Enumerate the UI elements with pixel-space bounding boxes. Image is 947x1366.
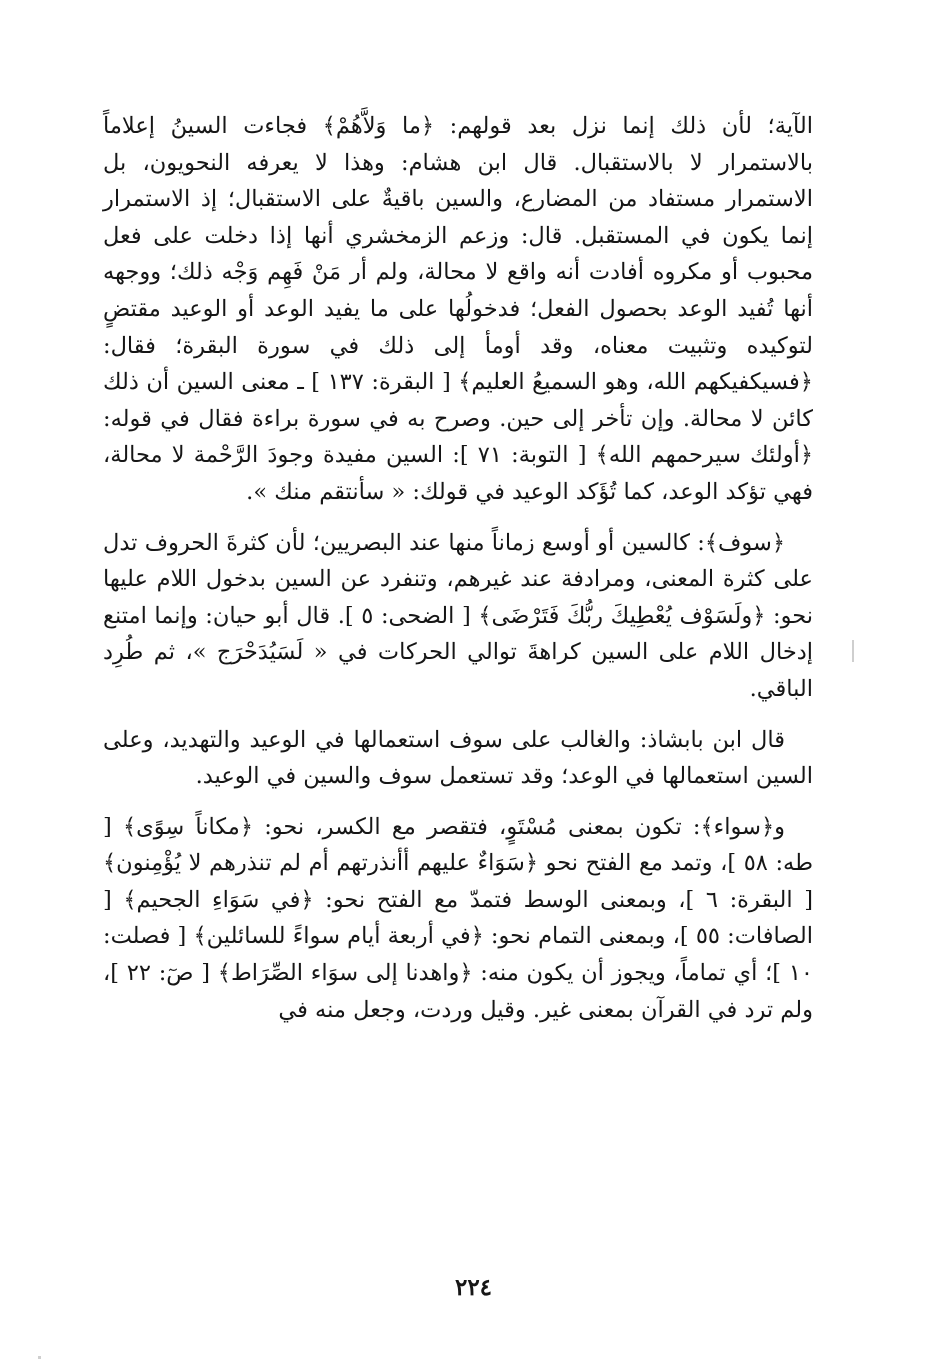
paragraph-ibn-babshadh: قال ابن بابشاذ: والغالب على سوف استعمالها في الوعيد والتهديد، وعلى السين استعمالها في الوعد؛ وقد تستعمل سوف والسين في الوعيد. — [103, 726, 813, 790]
scan-mark-left — [38, 1356, 41, 1359]
paragraph-sin-meaning: الآية؛ لأن ذلك إنما نزل بعد قولهم: ﴿ما وَلاَّهُمْ﴾ فجاءت السينُ إعلاماً بالاستمرار لا بالاستقبال. قال ابن هشام: وهذا لا يعرفه النحويون، بل الاستمرار مستفاد من المضارع، والسين باقيةٌ على الاستقبال؛ إذ الاستمرار إنما يكون في المستقبل. قال: وزعم الزمخشري أنها إذا دخلت على فعل محبوب أو مكروه أفادت أنه واقع لا محالة، ولم أر مَنْ فَهِم وَجْه ذلك؛ ووجهه أنها تُفيد الوعد بحصول الفعل؛ فدخولُها على ما يفيد الوعد أو الوعيد مقتضٍ لتوكيده وتثبيت معناه، وقد أومأ إلى ذلك في سورة البقرة؛ فقال: ﴿فسيكفيكهم الله، وهو السميعُ العليم﴾ [ البقرة: ١٣٧ ] ـ معنى السين أن ذلك كائن لا محالة. وإن تأخر إلى حين. وصرح به في سورة براءة فقال في قوله: ﴿أولئك سيرحمهم الله﴾ [ التوبة: ٧١ ]: السين مفيدة وجودَ الرَّحْمة لا محالة، فهي تؤكد الوعد، كما تُؤَكد الوعيد في قولك: « سأنتقم منك ». — [103, 113, 813, 505]
page-number: ٢٢٤ — [454, 1274, 493, 1301]
scan-mark-right — [852, 640, 854, 662]
paragraph-sawa: و﴿سواء﴾: تكون بمعنى مُسْتَوٍ، فتقصر مع الكسر، نحو: ﴿مكاناً سِوًى﴾ [ طه: ٥٨ ]، وتمد مع الفتح نحو ﴿سَوَاءٌ عليهم أأنذرتهم أم لم تنذرهم لا يُؤْمِنون﴾ [ البقرة: ٦ ]، وبمعنى الوسط فتمدّ مع الفتح نحو: ﴿في سَوَاءِ الجحيم﴾ [ الصافات: ٥٥ ]، وبمعنى التمام نحو: ﴿في أربعة أيام سواءً للسائلين﴾ [ فصلت: ١٠ ]؛ أي تماماً، ويجوز أن يكون منه: ﴿واهدنا إلى سوَاء الصِّرَاط﴾ [ صٓ: ٢٢ ]، ولم ترد في القرآن بمعنى غير. وقيل وردت، وجعل منه في — [103, 813, 814, 1023]
paragraph-sawfa: ﴿سوف﴾: كالسين أو أوسع زماناً منها عند البصريين؛ لأن كثرةَ الحروف تدل على كثرة المعنى، ومرادفة عند غيرهم، وتنفرد عن السين بدخول اللام عليها نحو: ﴿ولَسَوْف يُعْطِيكَ ربُّكَ فَتَرْضَى﴾ [ الضحى: ٥ ]. قال أبو حيان: وإنما امتنع إدخال اللام على السين كراهةَ توالي الحركات في « لَسَيُدَحْرَج »، ثم طُرِد الباقي. — [103, 529, 813, 702]
body-text — [103, 108, 813, 1028]
